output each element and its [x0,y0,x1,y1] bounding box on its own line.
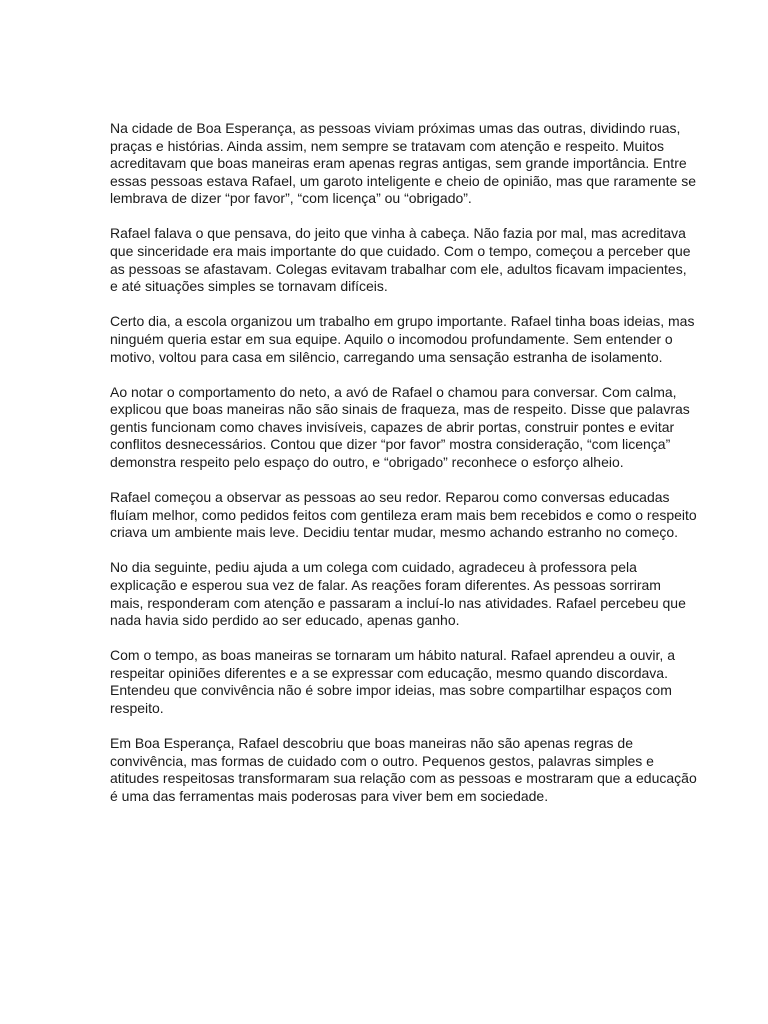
paragraph-8: Em Boa Esperança, Rafael descobriu que boas maneiras não são apenas regras de convivência, mas formas de cuidado com o outro. Pequenos gestos, palavras simples e atitudes respeitosas transformaram sua relação com as pessoas e mostraram que a educação é uma das ferramentas mais poderosas para viver bem em sociedade. [110,735,697,804]
paragraph-6: No dia seguinte, pediu ajuda a um colega com cuidado, agradeceu à professora pela explicação e esperou sua vez de falar. As reações foram diferentes. As pessoas sorriram mais, responderam com atenção e passaram a incluí-lo nas atividades. Rafael percebeu que nada havia sido perdido ao ser educado, apenas ganho. [110,559,686,629]
paragraph-4: Ao notar o comportamento do neto, a avó de Rafael o chamou para conversar. Com calma, explicou que boas maneiras não são sinais de fraqueza, mas de respeito. Disse que palavras gentis funcionam como chaves invisíveis, capazes de abrir portas, construir pontes e evitar conflitos desnecessários. Contou que dizer “por favor” mostra consideração, “com licença” demonstra respeito pelo espaço do outro, e “obrigado” reconhece o esforço alheio. [110,383,690,470]
paragraph-1: Na cidade de Boa Esperança, as pessoas viviam próximas umas das outras, dividindo ruas, praças e histórias. Ainda assim, nem sempre se tratavam com atenção e respeito. Muitos acreditavam que boas maneiras eram apenas regras antigas, sem grande importância. Entre essas pessoas estava Rafael, um garoto inteligente e cheio de opinião, mas que raramente se lembrava de dizer “por favor”, “com licença” ou “obrigado”. [110,120,697,207]
paragraph-5: Rafael começou a observar as pessoas ao seu redor. Reparou como conversas educadas fluíam melhor, como pedidos feitos com gentileza eram mais bem recebidos e como o respeito criava um ambiente mais leve. Decidiu tentar mudar, mesmo achando estranho no começo. [110,489,697,541]
paragraph-2: Rafael falava o que pensava, do jeito que vinha à cabeça. Não fazia por mal, mas acreditava que sinceridade era mais importante do que cuidado. Com o tempo, começou a perceber que as pessoas se afastavam. Colegas evitavam trabalhar com ele, adultos ficavam impacientes, e até situações simples se tornavam difíceis. [110,225,691,295]
paragraph-3: Certo dia, a escola organizou um trabalho em grupo importante. Rafael tinha boas ideias, mas ninguém queria estar em sua equipe. Aquilo o incomodou profundamente. Sem entender o motivo, voltou para casa em silêncio, carregando uma sensação estranha de isolamento. [110,313,695,365]
paragraph-7: Com o tempo, as boas maneiras se tornaram um hábito natural. Rafael aprendeu a ouvir, a respeitar opiniões diferentes e a se expressar com educação, mesmo quando discordava. Entendeu que convivência não é sobre impor ideias, mas sobre compartilhar espaços com respeito. [110,647,675,717]
